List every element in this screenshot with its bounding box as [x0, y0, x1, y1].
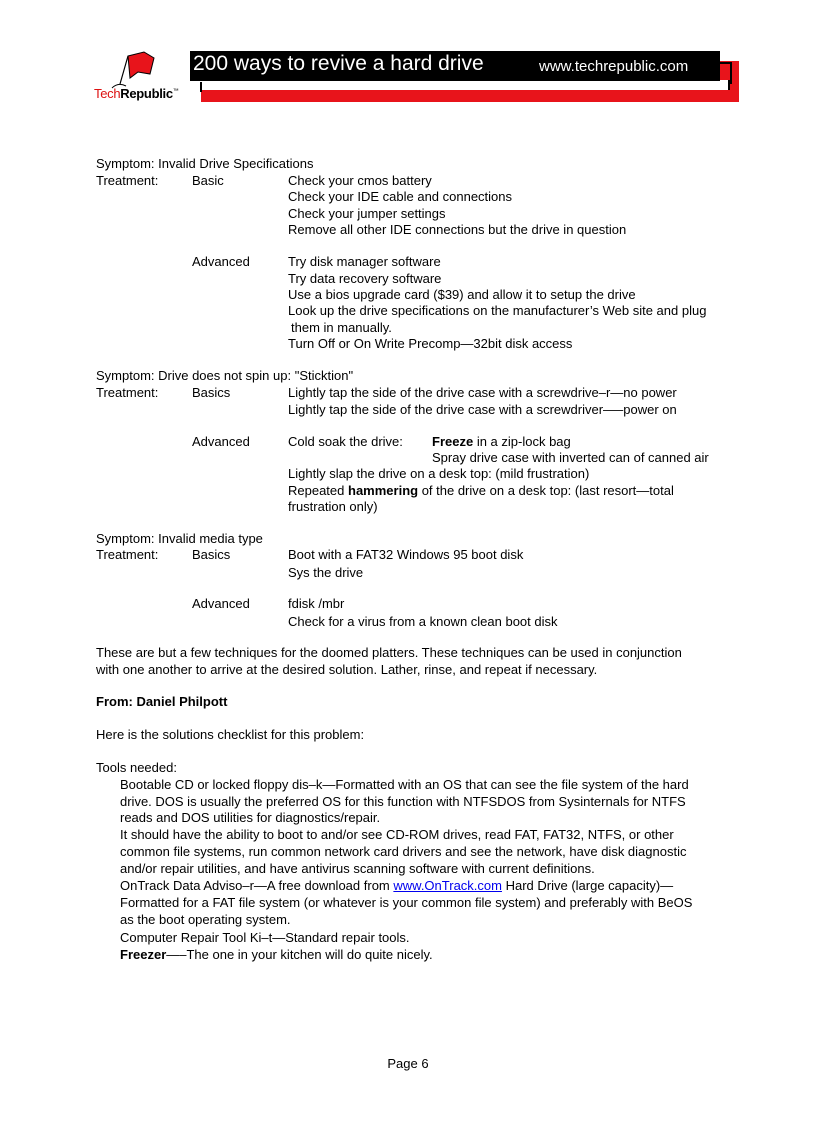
tools-line: Bootable CD or locked floppy dis–k—Formatted with an OS that can see the file system of the hard — [120, 777, 689, 792]
techrepublic-flag-logo — [108, 50, 158, 90]
techrepublic-logo: TechRepublic™ — [94, 86, 179, 101]
s3-advanced-item: Check for a virus from a known clean boot disk — [288, 614, 558, 629]
basic-label-3: Basics — [192, 547, 231, 562]
s1-advanced-item: Turn Off or On Write Precomp—32bit disk access — [288, 336, 573, 351]
treatment-label-3: Treatment: — [96, 547, 159, 562]
s1-advanced-item: Use a bios upgrade card ($39) and allow it to setup the drive — [288, 287, 636, 302]
tools-line: drive. DOS is usually the preferred OS for this function with NTFSDOS from Sysinternals for NTFS — [120, 794, 686, 809]
freezer-line: Freezer—–The one in your kitchen will do quite nicely. — [120, 947, 433, 962]
s2-basic-item: Lightly tap the side of the drive case with a screwdrive–r—no power — [288, 385, 677, 400]
document-title: 200 ways to revive a hard drive — [193, 52, 484, 75]
spray-text: Spray drive case with inverted can of canned air — [432, 450, 709, 465]
repair-kit-line: Computer Repair Tool Ki–t—Standard repair tools. — [120, 930, 410, 945]
symptom-1: Symptom: Invalid Drive Specifications — [96, 156, 314, 171]
tools-line: and/or repair utilities, and have antivirus scanning software with current definitions. — [120, 861, 595, 876]
s1-basic-item: Check your jumper settings — [288, 206, 446, 221]
treatment-label-1: Treatment: — [96, 173, 159, 188]
basic-label-1: Basic — [192, 173, 224, 188]
ontrack-more-line: Formatted for a FAT file system (or whatever is your common file system) and preferably with BeOS — [120, 895, 693, 910]
basic-label-2: Basics — [192, 385, 231, 400]
header-url: www.techrepublic.com — [539, 58, 689, 75]
s1-advanced-item: Try data recovery software — [288, 271, 442, 286]
from-author: From: Daniel Philpott — [96, 694, 228, 709]
checklist-intro: Here is the solutions checklist for this problem: — [96, 727, 365, 742]
frustration-text: frustration only) — [288, 499, 378, 514]
tools-line: common file systems, run common network card drivers and see the network, have disk diagnostic — [120, 844, 687, 859]
tools-line: reads and DOS utilities for diagnostics/repair. — [120, 810, 381, 825]
s2-basic-item: Lightly tap the side of the drive case with a screwdriver—–power on — [288, 402, 677, 417]
symptom-3: Symptom: Invalid media type — [96, 531, 263, 546]
ontrack-more-line: as the boot operating system. — [120, 912, 291, 927]
s3-advanced-item: fdisk /mbr — [288, 596, 345, 611]
s1-basic-item: Check your cmos battery — [288, 173, 432, 188]
tools-heading: Tools needed: — [96, 760, 177, 775]
tools-line: It should have the ability to boot to and/or see CD-ROM drives, read FAT, FAT32, NTFS, or other — [120, 827, 674, 842]
s1-advanced-item: Look up the drive specifications on the manufacturer’s Web site and plug — [288, 303, 707, 318]
slap-text: Lightly slap the drive on a desk top: (mild frustration) — [288, 466, 590, 481]
banner-line — [200, 82, 202, 92]
advanced-label-1: Advanced — [192, 254, 250, 269]
s1-advanced-item: them in manually. — [291, 320, 392, 335]
treatment-label-2: Treatment: — [96, 385, 159, 400]
s1-advanced-item: Try disk manager software — [288, 254, 441, 269]
ontrack-line: OnTrack Data Adviso–r—A free download from www.OnTrack.com Hard Drive (large capacity)— — [120, 878, 674, 893]
s1-basic-item: Check your IDE cable and connections — [288, 189, 513, 204]
advanced-label-3: Advanced — [192, 596, 250, 611]
summary-line: These are but a few techniques for the doomed platters. These techniques can be used in conjunction — [96, 645, 682, 660]
banner-white-strip — [198, 80, 730, 90]
page-number: Page 6 — [387, 1056, 429, 1071]
banner-hook — [720, 62, 732, 84]
s1-basic-item: Remove all other IDE connections but the drive in question — [288, 222, 627, 237]
advanced-label-2: Advanced — [192, 434, 250, 449]
freeze-text: Freeze in a zip-lock bag — [432, 434, 571, 449]
s3-basic-item: Sys the drive — [288, 565, 364, 580]
s3-basic-item: Boot with a FAT32 Windows 95 boot disk — [288, 547, 524, 562]
cold-soak-text: Cold soak the drive: — [288, 434, 403, 449]
hammering-text: Repeated hammering of the drive on a desk top: (last resort—total — [288, 483, 674, 498]
ontrack-link[interactable]: www.OnTrack.com — [393, 878, 502, 893]
summary-line: with one another to arrive at the desired solution. Lather, rinse, and repeat if necessary. — [96, 662, 598, 677]
symptom-2: Symptom: Drive does not spin up: "Sticktion" — [96, 368, 354, 383]
